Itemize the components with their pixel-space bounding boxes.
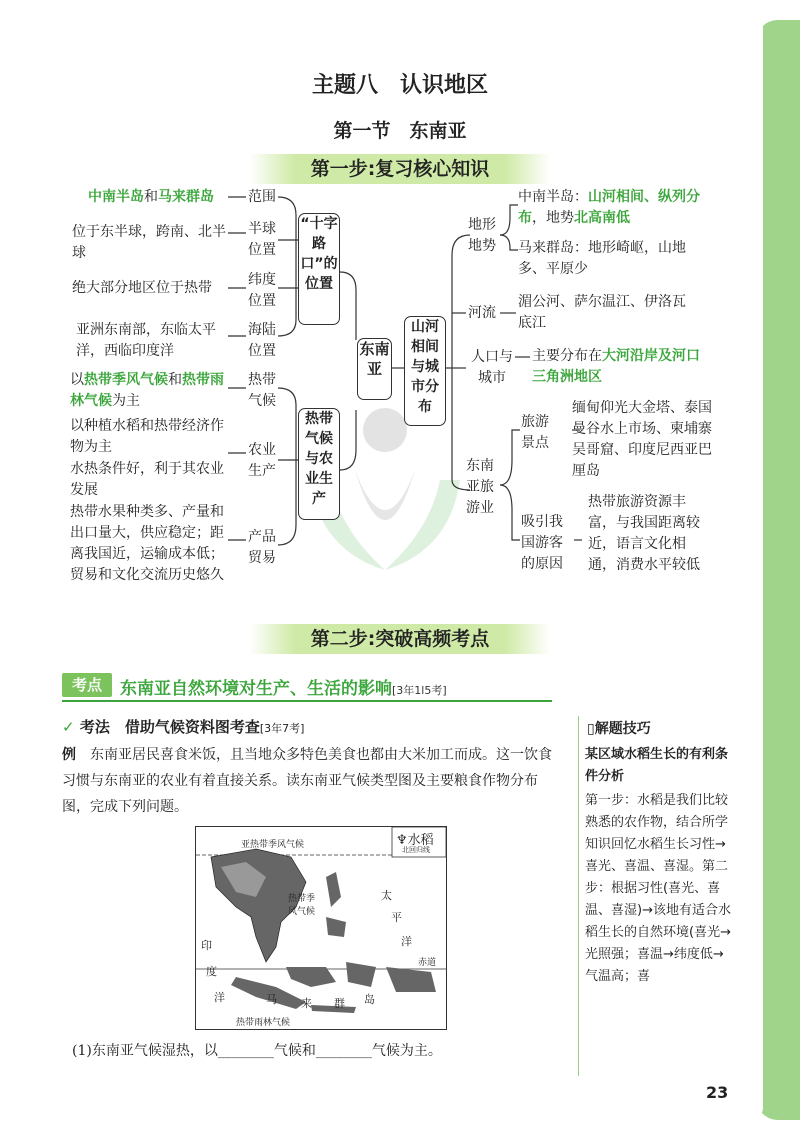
map-label-tropical-monsoon: 热带季风气候 [288,894,316,917]
key-tourism: 东南亚旅游业 [466,458,494,516]
map-label-subtropical: 亚热带季风气候 [241,840,305,850]
map-label-pacific-1: 太 [381,889,392,902]
key-hemisphere: 半球位置 [248,221,276,258]
map-label-malay-4: 岛 [364,993,375,1006]
terrain-text-1: 中南半岛：山河相间、纵列分布，地势北高南低 [518,189,700,226]
map-label-pacific-3: 洋 [401,935,412,948]
tips-heading: 某区域水稻生长的有利条件分析 [585,747,729,784]
check-icon: ✓ [62,718,75,736]
sea-land-text: 亚洲东南部，东临太平洋，西临印度洋 [76,322,216,359]
hemisphere-text: 位于东半球，跨南、北半球 [72,224,226,261]
map-label-indian-2: 度 [206,965,217,978]
kaodian-note: [3年1l5考] [392,684,447,697]
key-trade: 产品贸易 [248,529,276,566]
map-label-pacific-2: 平 [391,911,402,924]
map-label-indian-1: 印 [201,939,212,952]
scope-text: 中南半岛和马来群岛 [88,189,214,205]
step2-banner: 第二步:突破高频考点 [250,624,550,654]
box-climate-agriculture: 热带气候与农业生产 [298,408,340,520]
map-label-malay-1: 马 [266,993,277,1006]
page-number: 23 [706,1083,729,1102]
question-1: (1)东南亚气候湿热，以________气候和________气候为主。 [72,1043,442,1059]
map-label-malay-2: 来 [301,997,312,1010]
climate-map [195,826,447,1030]
tips-body: 第一步：水稻是我们比较熟悉的农作物，结合所学知识回忆水稻生长习性→喜光、喜温、喜湿。第二步：根据习性(喜光、喜温、喜湿)→该地有适合水稻生长的自然环境(喜光→光照强；喜温→纬度低→气温高；喜 [585,793,731,984]
key-attractions: 旅游景点 [521,414,549,451]
key-rivers: 河流 [468,305,496,321]
section-title: 第一节 东南亚 [333,120,467,142]
box-mountains-rivers: 山河相间与城市分布 [404,316,446,426]
step1-banner: 第一步:复习核心知识 [250,154,550,184]
key-latitude: 纬度位置 [248,272,276,309]
book-icon: ▯ [587,721,595,737]
reasons-text: 热带旅游资源丰富，与我国距离较近，语言文化相通，消费水平较低 [588,494,700,573]
map-legend: ♆水稻 [396,833,434,848]
page-title: 主题八 认识地区 [311,73,488,98]
rivers-text: 湄公河、萨尔温江、伊洛瓦底江 [518,294,686,331]
box-crossroads: “十字路口”的位置 [298,213,340,325]
kaodian-tag: 考点 [62,673,112,697]
trade-text: 热带水果种类多、产量和出口量大，供应稳定；距离我国近，运输成本低；贸易和文化交流历史悠久 [70,504,224,583]
key-sea-land: 海陆位置 [248,322,276,359]
map-label-indian-3: 洋 [214,991,225,1004]
climate-text: 以热带季风气候和热带雨林气候为主 [70,372,224,409]
map-graphic [196,827,446,1029]
box-center: 东南亚 [357,338,392,400]
key-scope: 范围 [248,189,276,205]
agriculture-text-1: 以种植水稻和热带经济作物为主 [70,418,224,455]
kaodian-title: 东南亚自然环境对生产、生活的影响[3年1l5考] [120,679,447,699]
terrain-text-2: 马来群岛：地形崎岖，山地多、平原少 [518,240,686,277]
key-attraction-reasons: 吸引我国游客的原因 [521,514,563,572]
map-label-rainforest: 热带雨林气候 [236,1018,291,1028]
key-population: 人口与城市 [471,349,513,386]
population-text: 主要分布在大河沿岸及河口三角洲地区 [532,348,700,385]
key-agriculture: 农业生产 [248,442,276,479]
map-legend-sub: 北回归线 [402,846,430,854]
attractions-text: 缅甸仰光大金塔、泰国曼谷水上市场、柬埔寨吴哥窟、印度尼西亚巴厘岛 [572,400,712,479]
tips-sidebar [578,716,749,1076]
key-climate: 热带气候 [248,372,276,409]
latitude-text: 绝大部分地区位于热带 [72,280,212,296]
agriculture-text-2: 水热条件好，利于其农业发展 [70,461,224,498]
kaofa-line: ✓ 考法 借助气候资料图考查[3年7考] [62,718,305,736]
map-label-equator: 赤道 [418,958,437,968]
map-label-malay-3: 群 [334,997,345,1010]
example-text: 例 东南亚居民喜食米饭，且当地众多特色美食也都由大米加工而成。这一饮食习惯与东南亚的农业有着直接关系。读东南亚气候类型图及主要粮食作物分布图，完成下列问题。 [62,747,552,815]
tips-title: ▯解题技巧 [587,721,651,737]
key-terrain: 地形地势 [468,217,496,254]
